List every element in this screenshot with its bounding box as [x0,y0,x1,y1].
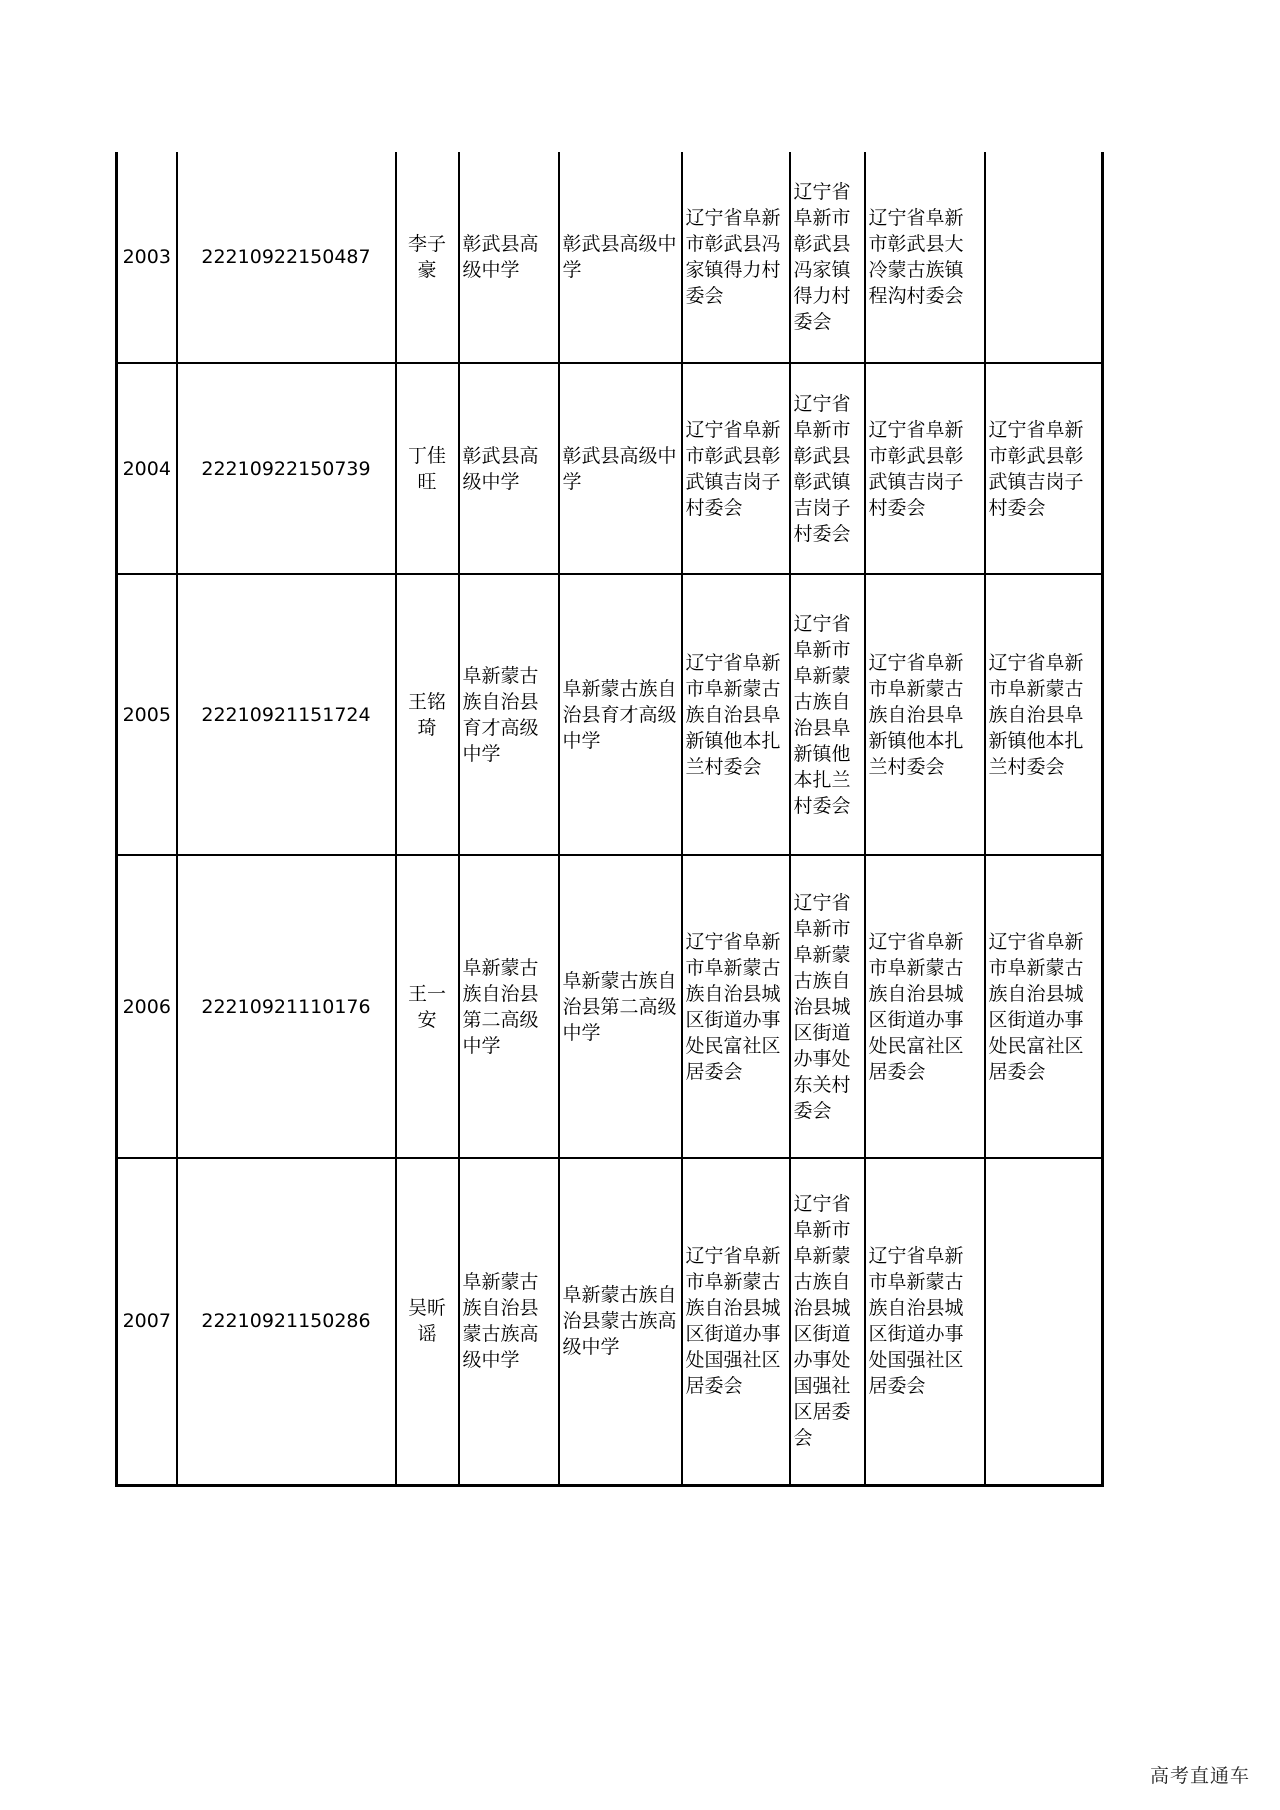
address-cell: 辽宁省阜新市阜新蒙古族自治县城区街道办事处国强社区居委会 [865,1158,985,1485]
student-name: 王铭琦 [396,574,459,855]
address-cell: 辽宁省阜新市阜新蒙古族自治县城区街道办事处国强社区居委会 [790,1158,865,1485]
school-cell: 彰武县高级中学 [559,152,682,363]
address-cell [985,1158,1103,1485]
serial-number: 2003 [117,152,177,363]
school-cell: 彰武县高级中学 [459,152,559,363]
student-name: 吴昕谣 [396,1158,459,1485]
exam-id: 22210921151724 [177,574,396,855]
school-cell: 阜新蒙古族自治县育才高级中学 [459,574,559,855]
school-cell: 阜新蒙古族自治县育才高级中学 [559,574,682,855]
student-name: 李子豪 [396,152,459,363]
school-cell: 阜新蒙古族自治县蒙古族高级中学 [559,1158,682,1485]
serial-number: 2004 [117,363,177,574]
address-cell: 辽宁省阜新市彰武县冯家镇得力村委会 [790,152,865,363]
address-cell: 辽宁省阜新市彰武县彰武镇吉岗子村委会 [985,363,1103,574]
address-cell: 辽宁省阜新市阜新蒙古族自治县城区街道办事处东关村委会 [790,855,865,1158]
address-cell: 辽宁省阜新市阜新蒙古族自治县城区街道办事处民富社区居委会 [985,855,1103,1158]
school-cell: 阜新蒙古族自治县第二高级中学 [459,855,559,1158]
table-row [117,574,1103,855]
roster-table [115,152,1104,1487]
address-cell: 辽宁省阜新市彰武县冯家镇得力村委会 [682,152,790,363]
table-row [117,855,1103,1158]
table-row [117,1158,1103,1485]
address-cell: 辽宁省阜新市彰武县彰武镇吉岗子村委会 [682,363,790,574]
table-row [117,152,1103,363]
school-cell: 彰武县高级中学 [459,363,559,574]
address-cell [985,152,1103,363]
address-cell: 辽宁省阜新市阜新蒙古族自治县城区街道办事处民富社区居委会 [682,855,790,1158]
exam-id: 22210921150286 [177,1158,396,1485]
student-name: 丁佳旺 [396,363,459,574]
serial-number: 2006 [117,855,177,1158]
address-cell: 辽宁省阜新市阜新蒙古族自治县阜新镇他本扎兰村委会 [865,574,985,855]
exam-id: 22210922150487 [177,152,396,363]
address-cell: 辽宁省阜新市彰武县大冷蒙古族镇程沟村委会 [865,152,985,363]
serial-number: 2005 [117,574,177,855]
school-cell: 彰武县高级中学 [559,363,682,574]
serial-number: 2007 [117,1158,177,1485]
address-cell: 辽宁省阜新市阜新蒙古族自治县阜新镇他本扎兰村委会 [682,574,790,855]
school-cell: 阜新蒙古族自治县第二高级中学 [559,855,682,1158]
student-name: 王一安 [396,855,459,1158]
address-cell: 辽宁省阜新市彰武县彰武镇吉岗子村委会 [790,363,865,574]
address-cell: 辽宁省阜新市阜新蒙古族自治县城区街道办事处民富社区居委会 [865,855,985,1158]
school-cell: 阜新蒙古族自治县蒙古族高级中学 [459,1158,559,1485]
address-cell: 辽宁省阜新市阜新蒙古族自治县城区街道办事处国强社区居委会 [682,1158,790,1485]
watermark-text: 高考直通车 [1149,1765,1250,1787]
address-cell: 辽宁省阜新市阜新蒙古族自治县阜新镇他本扎兰村委会 [790,574,865,855]
address-cell: 辽宁省阜新市阜新蒙古族自治县阜新镇他本扎兰村委会 [985,574,1103,855]
exam-id: 22210922150739 [177,363,396,574]
exam-id: 22210921110176 [177,855,396,1158]
address-cell: 辽宁省阜新市彰武县彰武镇吉岗子村委会 [865,363,985,574]
table-row [117,363,1103,574]
